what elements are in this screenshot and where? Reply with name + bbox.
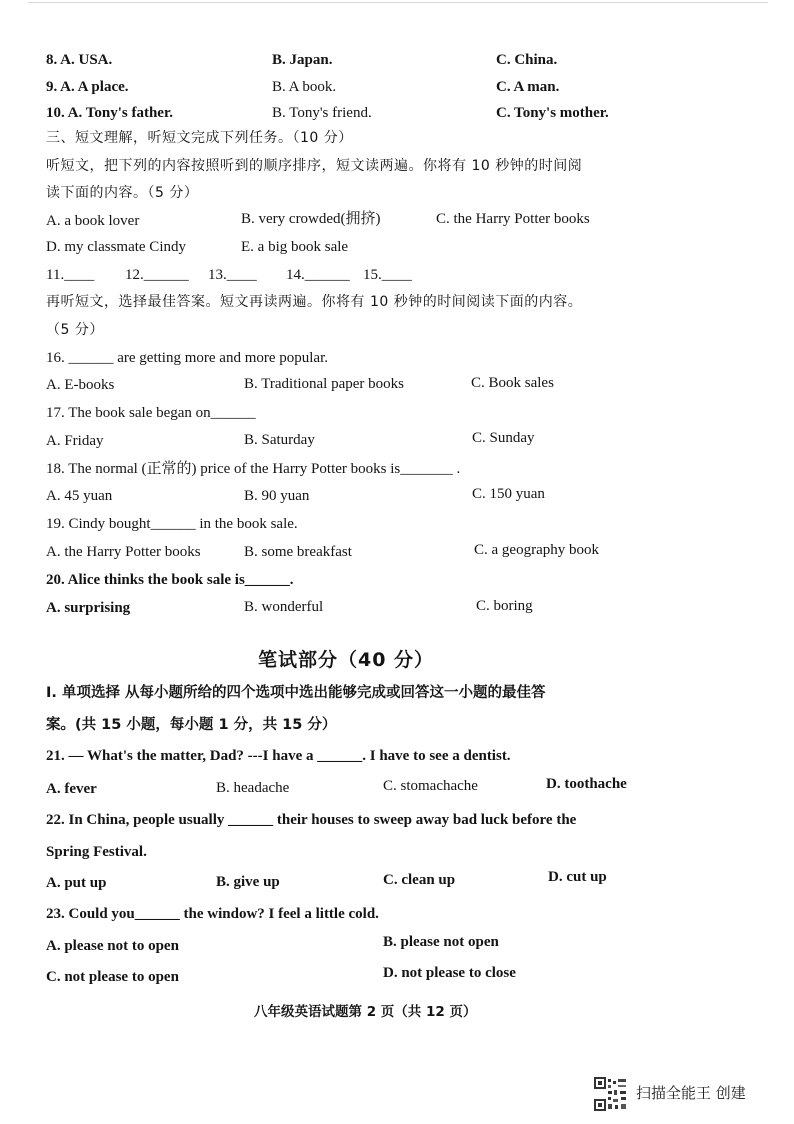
qr-code-icon — [594, 1077, 628, 1111]
answer-blank-14: 14.______ — [286, 267, 350, 283]
q22-option-b: B. give up — [216, 874, 280, 890]
q18-option-c: C. 150 yuan — [472, 486, 545, 502]
q23-option-b: B. please not open — [383, 934, 499, 950]
q10-option-a: 10. A. Tony's father. — [46, 105, 173, 121]
q22-option-a: A. put up — [46, 875, 107, 891]
q21-option-a: A. fever — [46, 781, 97, 797]
q18-option-a: A. 45 yuan — [46, 488, 113, 504]
q8-option-c: C. China. — [496, 52, 558, 68]
q16-stem: 16. ______ are getting more and more popular. — [46, 350, 329, 366]
section3-intro-line1: 听短文，把下列的内容按照听到的顺序排序，短文读两遍。你将有 10 秒钟的时间阅 — [46, 158, 583, 174]
q17-option-a: A. Friday — [46, 433, 104, 449]
top-border — [28, 2, 768, 3]
q16-option-c: C. Book sales — [471, 375, 554, 391]
q17-option-c: C. Sunday — [472, 430, 535, 446]
q8-option-a: 8. A. USA. — [46, 52, 113, 68]
q21-stem: 21. — What's the matter, Dad? ---I have a ______. I have to see a dentist. — [46, 748, 511, 764]
section1-instructions-line1: I. 单项选择 从每小题所给的四个选项中选出能够完成或回答这一小题的最佳答 — [46, 685, 546, 701]
q17-stem: 17. The book sale began on______ — [46, 405, 256, 421]
written-part-heading: 笔试部分（40 分） — [258, 649, 435, 671]
q19-stem: 19. Cindy bought______ in the book sale. — [46, 516, 298, 532]
section3-intro-line2: 读下面的内容。（5 分） — [46, 185, 199, 201]
order-option-b: B. very crowded(拥挤) — [241, 211, 381, 227]
page-footer: 八年级英语试题第 2 页（共 12 页） — [254, 1004, 477, 1020]
q21-option-b: B. headache — [216, 780, 290, 796]
q22-stem-line1: 22. In China, people usually ______ their houses to sweep away bad luck before the — [46, 812, 577, 828]
section1-instructions-line2: 案。(共 15 小题，每小题 1 分，共 15 分） — [46, 717, 337, 733]
section3-title: 三、短文理解，听短文完成下列任务。（10 分） — [46, 130, 353, 146]
q19-option-c: C. a geography book — [474, 542, 599, 558]
order-option-a: A. a book lover — [46, 213, 140, 229]
q9-option-b: B. A book. — [272, 79, 337, 95]
section3-intro2-line2: （5 分） — [46, 322, 104, 338]
q9-option-c: C. A man. — [496, 79, 560, 95]
answer-blank-12: 12.______ — [125, 267, 189, 283]
q18-option-b: B. 90 yuan — [244, 488, 310, 504]
q9-option-a: 9. A. A place. — [46, 79, 129, 95]
section3-intro2-line1: 再听短文，选择最佳答案。短文再读两遍。你将有 10 秒钟的时间阅读下面的内容。 — [46, 294, 583, 310]
q22-option-d: D. cut up — [548, 869, 607, 885]
q23-stem: 23. Could you______ the window? I feel a little cold. — [46, 906, 379, 922]
q19-option-a: A. the Harry Potter books — [46, 544, 201, 560]
q16-option-b: B. Traditional paper books — [244, 376, 404, 392]
q20-option-b: B. wonderful — [244, 599, 324, 615]
q23-option-d: D. not please to close — [383, 965, 516, 981]
answer-blank-11: 11.____ — [46, 267, 95, 283]
q21-option-d: D. toothache — [546, 776, 627, 792]
q17-option-b: B. Saturday — [244, 432, 315, 448]
answer-blank-15: 15.____ — [363, 267, 412, 283]
q8-option-b: B. Japan. — [272, 52, 333, 68]
answer-blank-13: 13.____ — [208, 267, 257, 283]
q22-option-c: C. clean up — [383, 872, 456, 888]
q19-option-b: B. some breakfast — [244, 544, 352, 560]
q18-stem: 18. The normal (正常的) price of the Harry Potter books is_______ . — [46, 461, 461, 477]
q20-stem: 20. Alice thinks the book sale is______. — [46, 572, 294, 588]
q10-option-c: C. Tony's mother. — [496, 105, 609, 121]
order-option-c: C. the Harry Potter books — [436, 211, 590, 227]
scanner-watermark-label: 扫描全能王 创建 — [636, 1084, 746, 1102]
q16-option-a: A. E-books — [46, 377, 115, 393]
q23-option-a: A. please not to open — [46, 938, 179, 954]
q22-stem-line2: Spring Festival. — [46, 844, 147, 860]
q20-option-c: C. boring — [476, 598, 533, 614]
q21-option-c: C. stomachache — [383, 778, 478, 794]
q23-option-c: C. not please to open — [46, 969, 179, 985]
order-option-d: D. my classmate Cindy — [46, 239, 186, 255]
q10-option-b: B. Tony's friend. — [272, 105, 372, 121]
q20-option-a: A. surprising — [46, 600, 131, 616]
order-option-e: E. a big book sale — [241, 239, 349, 255]
